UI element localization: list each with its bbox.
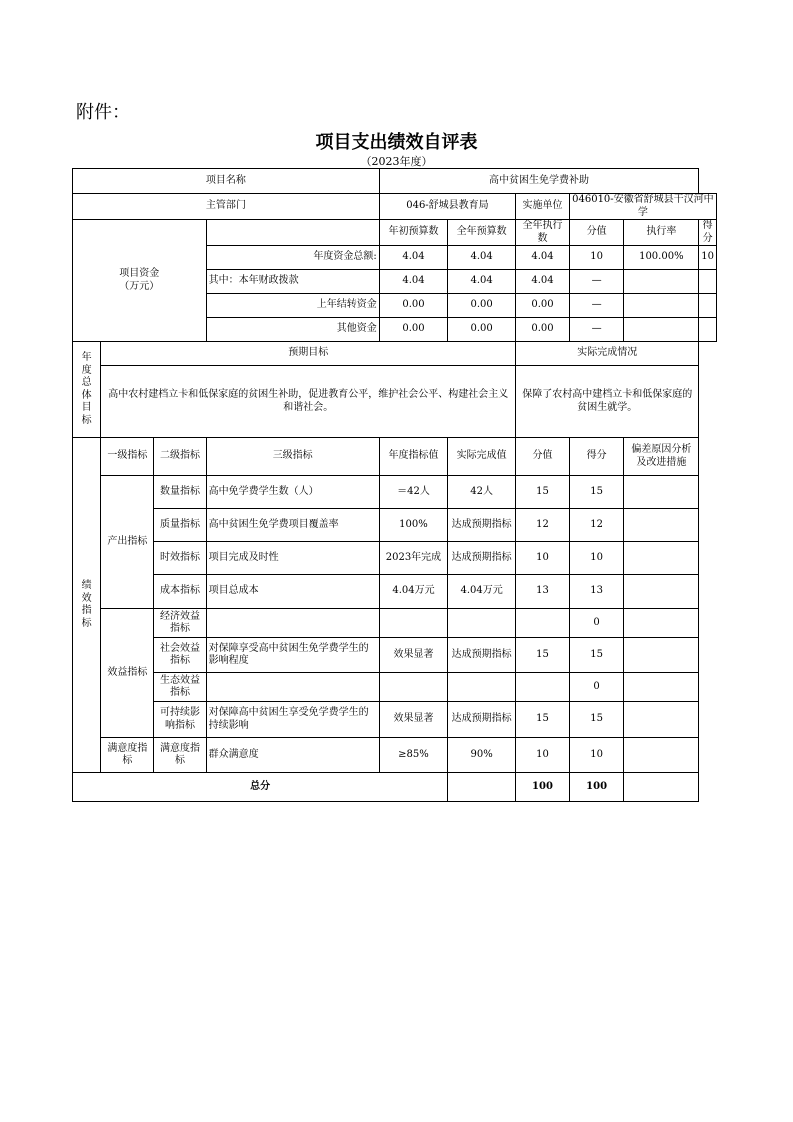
attachment-label: 附件： — [76, 102, 130, 123]
perf-actual-value: 4.04万元 — [448, 575, 516, 609]
perf-target-value: ＝42人 — [379, 476, 447, 509]
perf-l3-cell: 对保障享受高中贫困生免学费学生的影响程度 — [206, 638, 379, 673]
funds-row-label: 其中：本年财政拨款 — [206, 270, 379, 294]
funds-header-cell: 全年执行数 — [516, 220, 570, 246]
total-score: 100 — [516, 773, 570, 802]
funds-exec-value: 0.00 — [516, 318, 570, 342]
funds-got-value — [699, 318, 717, 342]
perf-target-value: 效果显著 — [379, 638, 447, 673]
perf-actual-value: 90% — [448, 738, 516, 773]
perf-l3-cell — [206, 609, 379, 638]
perf-target-value — [379, 609, 447, 638]
perf-header-l2: 二级指标 — [154, 438, 206, 476]
funds-exec-value: 4.04 — [516, 270, 570, 294]
perf-row — [73, 673, 717, 702]
perf-header-actual: 实际完成值 — [448, 438, 516, 476]
total-label: 总分 — [73, 773, 448, 802]
funds-init-value: 0.00 — [379, 318, 447, 342]
perf-got-value: 15 — [569, 702, 624, 738]
impl-label: 实施单位 — [516, 194, 570, 220]
perf-header-row — [73, 438, 717, 476]
perf-row — [73, 702, 717, 738]
funds-header-cell: 全年预算数 — [448, 220, 516, 246]
perf-got-value: 0 — [569, 609, 624, 638]
perf-got-value: 15 — [569, 476, 624, 509]
self-evaluation-table — [72, 168, 717, 802]
perf-score-value: 10 — [516, 738, 570, 773]
perf-deviation-value — [624, 638, 699, 673]
perf-score-value — [516, 609, 570, 638]
perf-l3-cell: 群众满意度 — [206, 738, 379, 773]
total-deviation — [624, 773, 699, 802]
perf-header-score: 分值 — [516, 438, 570, 476]
funds-annual-value: 0.00 — [448, 294, 516, 318]
perf-l3-cell: 项目完成及时性 — [206, 542, 379, 575]
perf-l3-cell: 高中免学费学生数（人） — [206, 476, 379, 509]
perf-got-value: 15 — [569, 638, 624, 673]
perf-l2-cell: 成本指标 — [154, 575, 206, 609]
perf-actual-value: 达成预期指标 — [448, 638, 516, 673]
funds-score-value: — — [569, 294, 624, 318]
perf-score-value: 10 — [516, 542, 570, 575]
funds-header-cell: 分值 — [569, 220, 624, 246]
perf-target-value: 2023年完成 — [379, 542, 447, 575]
funds-init-value: 4.04 — [379, 246, 447, 270]
impl-value: 046010-安徽省舒城县干汉河中学 — [569, 194, 716, 220]
funds-init-value: 4.04 — [379, 270, 447, 294]
perf-score-value: 13 — [516, 575, 570, 609]
perf-deviation-value — [624, 702, 699, 738]
perf-header-l1: 一级指标 — [101, 438, 154, 476]
perf-score-value: 15 — [516, 638, 570, 673]
perf-deviation-value — [624, 542, 699, 575]
funds-exec-value: 0.00 — [516, 294, 570, 318]
perf-score-value: 15 — [516, 476, 570, 509]
perf-row — [73, 738, 717, 773]
perf-row — [73, 575, 717, 609]
perf-l3-cell — [206, 673, 379, 702]
goal-actual-header: 实际完成情况 — [516, 342, 699, 366]
perf-got-value: 12 — [569, 509, 624, 542]
total-blank — [448, 773, 516, 802]
funds-rate-value — [624, 318, 699, 342]
perf-l2-cell: 数量指标 — [154, 476, 206, 509]
perf-l1-cell: 满意度指标 — [101, 738, 154, 773]
perf-actual-value: 42人 — [448, 476, 516, 509]
goal-expected-header: 预期目标 — [101, 342, 516, 366]
funds-got-value — [699, 270, 717, 294]
funds-rate-value — [624, 270, 699, 294]
perf-row — [73, 609, 717, 638]
funds-annual-value: 0.00 — [448, 318, 516, 342]
perf-deviation-value — [624, 609, 699, 638]
perf-actual-value: 达成预期指标 — [448, 702, 516, 738]
total-row — [73, 773, 717, 802]
funds-annual-value: 4.04 — [448, 246, 516, 270]
perf-l2-cell: 可持续影响指标 — [154, 702, 206, 738]
perf-actual-value: 达成预期指标 — [448, 542, 516, 575]
perf-l1-cell: 效益指标 — [101, 609, 154, 738]
funds-header-cell: 得分 — [699, 220, 717, 246]
perf-target-value: 100% — [379, 509, 447, 542]
perf-header-l3: 三级指标 — [206, 438, 379, 476]
project-name-label: 项目名称 — [73, 169, 380, 194]
perf-header-deviation: 偏差原因分析及改进措施 — [624, 438, 699, 476]
perf-deviation-value — [624, 509, 699, 542]
funds-got-value: 10 — [699, 246, 717, 270]
perf-l1-cell: 产出指标 — [101, 476, 154, 609]
funds-header-cell: 执行率 — [624, 220, 699, 246]
dept-value: 046-舒城县教育局 — [379, 194, 515, 220]
project-name-row — [73, 169, 717, 194]
dept-label: 主管部门 — [73, 194, 380, 220]
perf-l2-cell: 经济效益指标 — [154, 609, 206, 638]
funds-row-label: 其他资金 — [206, 318, 379, 342]
goal-content-row — [73, 366, 717, 438]
perf-deviation-value — [624, 575, 699, 609]
perf-header-target: 年度指标值 — [379, 438, 447, 476]
funds-exec-value: 4.04 — [516, 246, 570, 270]
perf-l3-cell: 项目总成本 — [206, 575, 379, 609]
perf-got-value: 0 — [569, 673, 624, 702]
perf-got-value: 13 — [569, 575, 624, 609]
perf-row — [73, 542, 717, 575]
page-title: 项目支出绩效自评表 — [315, 132, 478, 153]
funds-score-value: 10 — [569, 246, 624, 270]
perf-got-value: 10 — [569, 738, 624, 773]
goal-header-row — [73, 342, 717, 366]
goal-actual-text: 保障了农村高中建档立卡和低保家庭的贫困生就学。 — [516, 366, 699, 438]
perf-label: 绩 效 指 标 — [73, 438, 101, 773]
funds-rate-value: 100.00% — [624, 246, 699, 270]
perf-row — [73, 476, 717, 509]
report-year: （2023年度） — [360, 155, 433, 168]
perf-l2-cell: 时效指标 — [154, 542, 206, 575]
funds-label-line1: 项目资金 — [119, 268, 160, 279]
goal-expected-text: 高中农村建档立卡和低保家庭的贫困生补助，促进教育公平，维护社会公平、构建社会主义和谐社会。 — [101, 366, 516, 438]
perf-score-value: 12 — [516, 509, 570, 542]
total-got: 100 — [569, 773, 624, 802]
funds-rate-value — [624, 294, 699, 318]
perf-score-value: 15 — [516, 702, 570, 738]
funds-header-row — [73, 220, 717, 246]
perf-got-value: 10 — [569, 542, 624, 575]
perf-target-value: ≥85% — [379, 738, 447, 773]
department-row — [73, 194, 717, 220]
funds-score-value: — — [569, 270, 624, 294]
perf-target-value: 效果显著 — [379, 702, 447, 738]
perf-actual-value — [448, 609, 516, 638]
funds-label-line2: （万元） — [119, 280, 160, 292]
perf-l3-cell: 高中贫困生免学费项目覆盖率 — [206, 509, 379, 542]
perf-target-value: 4.04万元 — [379, 575, 447, 609]
perf-l2-cell: 社会效益指标 — [154, 638, 206, 673]
perf-actual-value — [448, 673, 516, 702]
perf-deviation-value — [624, 738, 699, 773]
perf-target-value — [379, 673, 447, 702]
perf-score-value — [516, 673, 570, 702]
perf-actual-value: 达成预期指标 — [448, 509, 516, 542]
perf-l2-cell: 满意度指标 — [154, 738, 206, 773]
perf-deviation-value — [624, 673, 699, 702]
funds-annual-value: 4.04 — [448, 270, 516, 294]
perf-header-got: 得分 — [569, 438, 624, 476]
funds-row-label: 年度资金总额: — [206, 246, 379, 270]
funds-label — [73, 220, 207, 342]
funds-init-value: 0.00 — [379, 294, 447, 318]
funds-score-value: — — [569, 318, 624, 342]
table-body — [73, 169, 717, 802]
perf-l2-cell: 质量指标 — [154, 509, 206, 542]
perf-l3-cell: 对保障高中贫困生享受免学费学生的持续影响 — [206, 702, 379, 738]
funds-header-cell: 年初预算数 — [379, 220, 447, 246]
funds-got-value — [699, 294, 717, 318]
project-name-value: 高中贫困生免学费补助 — [379, 169, 698, 194]
perf-l2-cell: 生态效益指标 — [154, 673, 206, 702]
funds-header-blank — [206, 220, 379, 246]
perf-row — [73, 638, 717, 673]
perf-row — [73, 509, 717, 542]
funds-row-label: 上年结转资金 — [206, 294, 379, 318]
perf-deviation-value — [624, 476, 699, 509]
goal-label: 年 度 总 体 目 标 — [73, 342, 101, 438]
